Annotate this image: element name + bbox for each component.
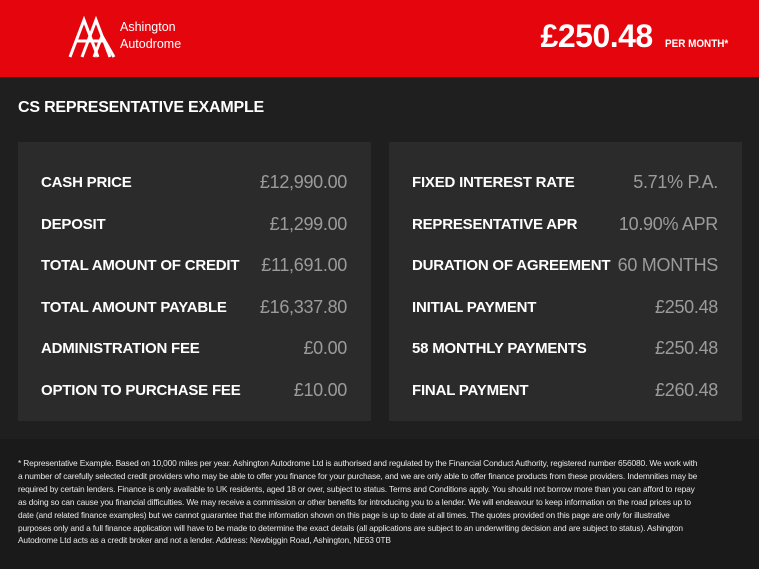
finance-row xyxy=(412,204,718,246)
row-label: ADMINISTRATION FEE xyxy=(41,340,200,358)
finance-row xyxy=(412,162,718,204)
finance-row xyxy=(41,162,347,204)
finance-row xyxy=(41,370,347,412)
row-label: REPRESENTATIVE APR xyxy=(412,215,578,233)
finance-row xyxy=(412,328,718,370)
finance-panel-right xyxy=(389,142,742,421)
disclaimer-section xyxy=(0,439,759,569)
finance-row xyxy=(41,204,347,246)
row-value: 60 MONTHS xyxy=(617,255,718,276)
row-label: FINAL PAYMENT xyxy=(412,381,529,399)
header-bar xyxy=(0,0,759,77)
row-value: £11,691.00 xyxy=(261,255,347,276)
logo-line-2: Autodrome xyxy=(120,37,182,51)
row-label: FIXED INTEREST RATE xyxy=(412,174,575,192)
row-label: INITIAL PAYMENT xyxy=(412,298,537,316)
section-title: CS REPRESENTATIVE EXAMPLE xyxy=(18,99,265,116)
disclaimer-text: * Representative Example. Based on 10,000 miles per year. Ashington Autodrome Ltd is authorised and regulated by the Financial Conduct Authority, registered number 656080. We work with a number of carefully selected credit providers who may be able to offer you finance for your purchase, and we are only able to offer finance products from these providers. Indemnities may be required by certain lenders. Finance is only available to UK residents, aged 18 or over, subject to status. Terms and Conditions apply. You should not borrow more than you can afford to repay as doing so can cause you financial difficulties. We may receive a commission or other benefits for introducing you to a lender. We will endeavour to keep information on the road prices up to date (and related finance examples) but we cannot guarantee that the information shown on this page is up to date at all times. The quotes provided on this page are only for illustrative purposes only and a full finance application will have to be made to determine the exact details (all applications are subject to an underwriting decision and are subject to status). Ashington Autodrome Ltd acts as a credit broker and not a lender. Address: Newbiggin Road, Ashington, NE63 0TB xyxy=(18,458,698,546)
finance-row xyxy=(41,287,347,329)
row-value: £260.48 xyxy=(655,379,718,400)
finance-panel-left xyxy=(18,142,371,421)
row-label: TOTAL AMOUNT PAYABLE xyxy=(41,298,227,316)
row-value: 10.90% APR xyxy=(618,213,718,234)
row-value: £250.48 xyxy=(655,338,718,359)
monthly-price xyxy=(541,18,735,55)
finance-row xyxy=(41,245,347,287)
row-value: £250.48 xyxy=(655,296,718,317)
logo-text xyxy=(120,19,181,53)
row-value: £12,990.00 xyxy=(259,172,347,193)
finance-row xyxy=(412,370,718,412)
brand-logo[interactable] xyxy=(68,14,181,58)
row-label: DEPOSIT xyxy=(41,215,106,233)
finance-row xyxy=(412,287,718,329)
price-amount: £250.48 xyxy=(540,18,653,54)
finance-row xyxy=(412,245,718,287)
row-value: 5.71% P.A. xyxy=(633,172,718,193)
row-value: £0.00 xyxy=(303,338,347,359)
row-value: £10.00 xyxy=(293,379,347,400)
row-label: TOTAL AMOUNT OF CREDIT xyxy=(41,257,240,275)
row-label: DURATION OF AGREEMENT xyxy=(412,257,611,275)
finance-row xyxy=(41,328,347,370)
row-label: CASH PRICE xyxy=(41,174,132,192)
row-label: OPTION TO PURCHASE FEE xyxy=(41,381,241,399)
ashington-autodrome-logo-icon xyxy=(68,14,116,58)
row-value: £16,337.80 xyxy=(259,296,347,317)
row-value: £1,299.00 xyxy=(269,213,347,234)
price-suffix: PER MONTH* xyxy=(664,38,728,50)
row-label: 58 MONTHLY PAYMENTS xyxy=(412,340,587,358)
logo-line-1: Ashington xyxy=(120,20,176,34)
